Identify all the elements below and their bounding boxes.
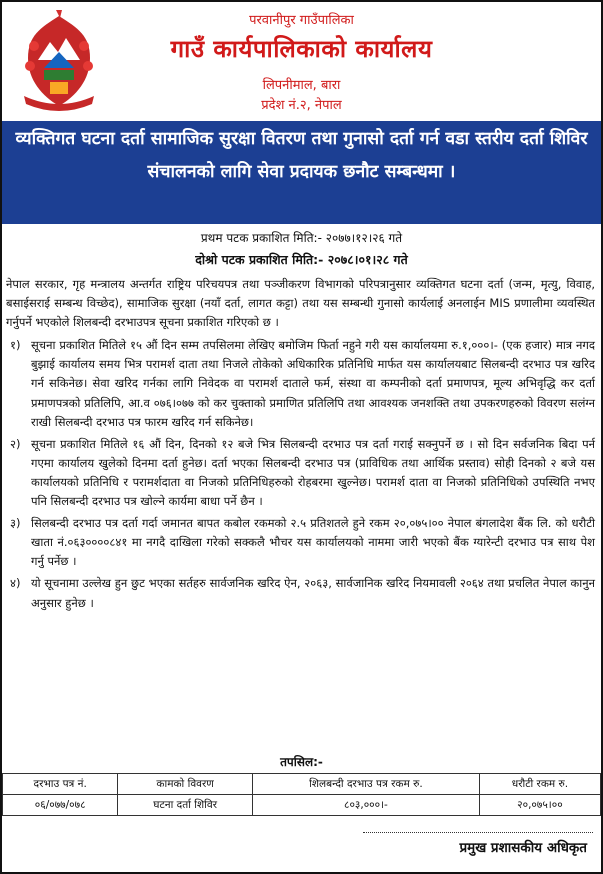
letterhead xyxy=(2,2,601,120)
signature-line xyxy=(363,832,593,833)
table-cell: २०,०७५।०० xyxy=(479,795,600,816)
item-number: ४) xyxy=(10,576,21,591)
province-line: प्रदेश नं.२, नेपाल xyxy=(261,98,342,113)
item-number: २) xyxy=(10,436,21,451)
list-item xyxy=(6,514,595,571)
intro-paragraph: नेपाल सरकार, गृह मन्त्रालय अन्तर्गत राष्ट्रिय परिचयपत्र तथा पञ्जीकरण विभागको परिपत्रानुसार व्यक्तिगत घटना दर्ता (जन्म, मृत्यु, विवाह, बसाईसराई सम्बन्ध विच्छेद), सामाजिक सुरक्षा (नयाँ दर्ता, लागत कट्टा) तथा यस सम्बन्धी गुनासो कार्यलाई अनलाईन MIS प्रणालीमा व्यवस्थित गर्नुपर्ने भएकोले शिलबन्दी दरभाउपत्र सूचना प्रकाशित गरिएको छ । xyxy=(6,277,595,330)
column-header: कामको विवरण xyxy=(118,774,253,795)
second-publish-date: दोश्रो पटक प्रकाशित मिति:- २०७८।०१।२८ गते xyxy=(195,252,408,267)
first-publish-date: प्रथम पटक प्रकाशित मिति:- २०७७।१२।२६ गते xyxy=(200,231,403,245)
item-number: १) xyxy=(10,338,21,353)
list-item xyxy=(6,336,595,431)
table-header-row xyxy=(3,774,601,795)
office-title: गाउँ कार्यपालिकाको कार्यालय xyxy=(170,35,433,63)
item-text: सूचना प्रकाशित मितिले १६ औं दिन, दिनको १२ बजे भित्र सिलबन्दी दरभाउ पत्र दर्ता गराई सक्नुपर्ने छ । सो दिन सर्वजनिक बिदा पर्न गएमा कार्यालय खुलेको दिनमा दर्ता हुनेछ। दर्ता भएका सिलबन्दी दरभाउ पत्र (प्राविधिक तथा आर्थिक प्रस्ताव) सोही दिनको २ बजे यस कार्यालयको प्रतिनिधि र परामर्शदाता वा निजको प्रतिनिधिहरुको रोहबरमा खुल्नेछ। परामर्श दाता वा निजको प्रतिनिधिको उपस्थिति नभए पनि सिलबन्दी दरभाउ पत्र खोल्ने कार्यमा बाधा पर्ने छैन । xyxy=(31,436,595,509)
column-header: दरभाउ पत्र नं. xyxy=(3,774,118,795)
municipality-name: परवानीपुर गाउँपालिका xyxy=(249,13,354,28)
column-header: शिलबन्दी दरभाउ पत्र रकम रु. xyxy=(252,774,479,795)
publication-dates xyxy=(2,228,601,270)
table-cell: घटना दर्ता शिविर xyxy=(118,795,253,816)
list-item xyxy=(6,574,595,612)
list-item xyxy=(6,435,595,511)
item-text: यो सूचनामा उल्लेख हुन छुट भएका सर्तहरु सार्वजनिक खरिद ऐन, २०६३, सार्वजानिक खरिद नियमावली २०६४ तथा प्रचलित नेपाल कानुन अनुसार हुनेछ । xyxy=(31,576,595,610)
signatory-title: प्रमुख प्रशासकीय अधिकृत xyxy=(459,840,587,856)
column-header: धरौटी रकम रु. xyxy=(479,774,600,795)
table-cell: ८०३,०००।- xyxy=(252,795,479,816)
table-row xyxy=(3,795,601,816)
notice-title-banner: व्यक्तिगत घटना दर्ता सामाजिक सुरक्षा वितरण तथा गुनासो दर्ता गर्न वडा स्तरीय दर्ता शिविर संचालनको लागि सेवा प्रदायक छनौट सम्बन्धमा । xyxy=(2,121,601,224)
office-address: लिपनीमाल, बारा xyxy=(262,78,341,93)
item-text: सिलबन्दी दरभाउ पत्र दर्ता गर्दा जमानत बापत कबोल रकमको २.५ प्रतिशतले हुने रकम २०,०७५।०० नेपाल बंगलादेश बैंक लि. को धरौटी खाता नं.०६३००००८४१ मा नगदै दाखिला गरेको सक्कलै भौचर यस कार्यालयको नाममा जारी भएको बैंक ग्यारेन्टी दरभाउ पत्र साथ पेश गर्नु पर्नेछ । xyxy=(31,516,595,569)
tapsil-table xyxy=(2,773,601,816)
item-text: सूचना प्रकाशित मितिले १५ औं दिन सम्म तपसिलमा लेखिए बमोजिम फिर्ता नहुने गरी यस कार्यालयमा रु.१,०००।- (एक हजार) मात्र नगद बुझाई कार्यालय समय भित्र परामर्श दाता तथा निजले तोकेको अधिकारिक प्रतिनिधि मार्फत यस कार्यालयबाट सिलबन्दी दरभाउ पत्र खरिद गर्न सकिनेछ। सेवा खरिद गर्नका लागि निवेदक वा परामर्श दाताले फर्म, संस्था वा कम्पनीको दर्ता प्रमाणपत्र, मूल्य अभिवृद्धि कर दर्ता प्रमाणपत्रको प्रतिलिपि, आ.व ०७६।०७७ को कर चुक्ताको प्रमाणित प्रतिलिपि तथा आवश्यक जनशक्ति तथा उपकरणहरुको विवरण सलंग्न राखी सिलबन्दी दरभाउ पत्र फारम खरिद गर्न सकिनेछ। xyxy=(31,338,595,429)
tapsil-heading: तपसिल:- xyxy=(280,755,323,769)
item-number: ३) xyxy=(10,516,21,531)
table-cell: ०६/०७७/०७८ xyxy=(3,795,118,816)
notice-body xyxy=(6,275,595,616)
